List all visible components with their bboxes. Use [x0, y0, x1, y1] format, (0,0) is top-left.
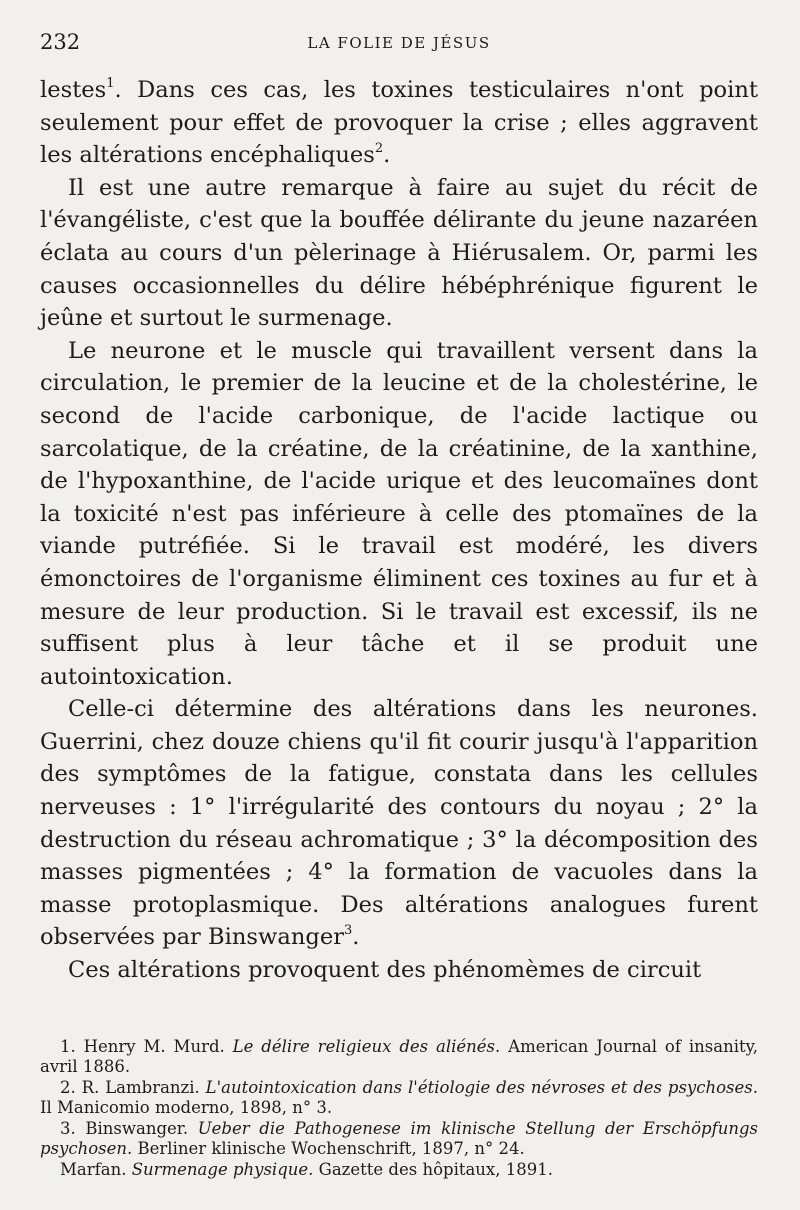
footnote-4	[40, 1160, 758, 1181]
footnote-2-number: 2.	[60, 1077, 76, 1097]
book-page	[40, 30, 758, 1180]
footnote-ref-2: 2	[374, 141, 384, 157]
running-title: LA FOLIE DE JÉSUS	[307, 34, 491, 52]
footnote-4-source: Gazette des hôpitaux, 1891.	[318, 1159, 553, 1179]
footnote-1-source: American Journal of insanity, avril 1886.	[40, 1036, 758, 1077]
paragraph-4-text-a: Celle-ci détermine des altérations dans les neurones. Guerrini, chez douze chiens qu'il fit courir jusqu'à l'apparition des symptômes de la fatigue, constata dans les cellules nerveuses : 1° l'irrégularité des contours du noyau ; 2° la destruction du réseau achromatique ; 3° la décomposition des masses pigmentées ; 4° la formation de vacuoles dans la masse protoplasmique. Des altérations analogues furent observées par Binswanger	[40, 696, 758, 951]
footnote-3-source: Berliner klinische Wochenschrift, 1897, n° 24.	[137, 1139, 525, 1159]
paragraph-1-text-a: lestes	[40, 77, 107, 103]
footnote-2-title: L'autointoxication dans l'étiologie des névroses et des psychoses.	[205, 1077, 758, 1097]
page-number: 232	[40, 30, 81, 54]
footnote-ref-1: 1	[106, 76, 115, 91]
footnote-2	[40, 1078, 758, 1119]
paragraph-5: Ces altérations provoquent des phénomèmes de circuit	[68, 957, 702, 984]
main-text	[40, 74, 758, 987]
paragraph-2: Il est une autre remarque à faire au sujet du récit de l'évangéliste, c'est que la bouffée délirante du jeune nazaréen éclata au cours d'un pèlerinage à Hiérusalem. Or, parmi les causes occasionnelles du délire hébéphrénique figurent le jeûne et surtout le surmenage.	[40, 174, 758, 332]
footnote-4-author: Marfan.	[60, 1159, 127, 1179]
footnotes	[40, 1037, 758, 1181]
footnote-3-title: Ueber die Pathogenese im klinische Stellung der Erschöpfungs psychosen.	[40, 1118, 758, 1159]
footnote-2-author: R. Lambranzi.	[81, 1077, 200, 1097]
paragraph-1-text-b: . Dans ces cas, les toxines testiculaires n'ont point seulement pour effet de provoquer la crise ; elles aggravent les altérations encéphaliques	[40, 77, 758, 169]
footnote-1-number: 1.	[60, 1036, 76, 1056]
paragraph-1	[40, 74, 758, 172]
paragraph-4-text-b: .	[352, 924, 360, 951]
paragraph-3: Le neurone et le muscle qui travaillent versent dans la circulation, le premier de la leucine et de la cholestérine, le second de l'acide carbonique, de l'acide lactique ou sarcolatique, de la créatine, de la créatinine, de la xanthine, de l'hypoxanthine, de l'acide urique et des leucomaïnes dont la toxicité n'est pas inférieure à celle des ptomaïnes de la viande putréfiée. Si le travail est modéré, les divers émonctoires de l'organisme éliminent ces toxines au fur et à mesure de leur production. Si le travail est excessif, ils ne suffisent plus à leur tâche et il se produit une autointoxication.	[40, 337, 758, 690]
footnote-3	[40, 1119, 758, 1160]
footnote-4-title: Surmenage physique.	[131, 1159, 314, 1179]
footnote-3-author: Binswanger.	[85, 1118, 189, 1138]
footnote-1-title: Le délire religieux des aliénés.	[232, 1036, 501, 1056]
footnote-2-source: Il Manicomio moderno, 1898, n° 3.	[40, 1098, 333, 1118]
paragraph-1-text-c: .	[383, 142, 391, 169]
footnote-1	[40, 1037, 758, 1078]
page-header	[40, 30, 758, 60]
footnote-ref-3: 3	[344, 923, 353, 939]
footnote-1-author: Henry M. Murd.	[83, 1036, 225, 1056]
paragraph-4	[40, 693, 758, 954]
footnote-3-number: 3.	[60, 1118, 76, 1138]
